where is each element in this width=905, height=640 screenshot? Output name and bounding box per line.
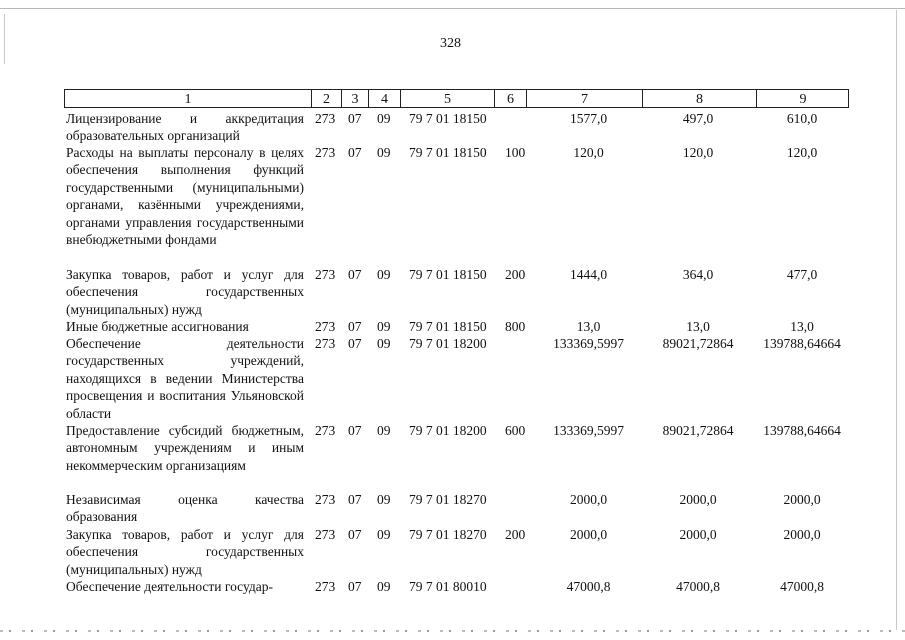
row-col-9: 2000,0 bbox=[783, 492, 821, 507]
row-col-6: 200 bbox=[505, 267, 526, 282]
row-col-7: 133369,5997 bbox=[553, 423, 624, 438]
header-col-8: 8 bbox=[643, 90, 757, 107]
row-col-9: 120,0 bbox=[786, 145, 818, 160]
row-col-5: 79 7 01 18150 bbox=[409, 111, 487, 126]
row-description: Обеспечение деятельности государственных учреждений, находящихся в ведении Министерства просвещения и воспитания Ульяновской области bbox=[66, 336, 304, 421]
row-col-4: 09 bbox=[377, 336, 391, 351]
row-col-8: 13,0 bbox=[686, 319, 710, 334]
row-col-2: 273 bbox=[315, 267, 336, 282]
header-col-1: 1 bbox=[65, 90, 312, 107]
row-description: Обеспечение деятельности государ- bbox=[66, 579, 274, 594]
row-col-3: 07 bbox=[348, 527, 362, 542]
row-col-7: 2000,0 bbox=[569, 492, 608, 507]
header-col-9: 9 bbox=[799, 92, 807, 107]
row-col-7: 1444,0 bbox=[569, 267, 608, 282]
row-col-5: 79 7 01 18270 bbox=[409, 527, 487, 542]
row-col-5: 79 7 01 18270 bbox=[409, 492, 487, 507]
scan-border-right bbox=[896, 10, 897, 630]
row-col-4: 09 bbox=[377, 319, 391, 334]
row-col-3: 07 bbox=[348, 423, 362, 438]
row-col-9: 2000,0 bbox=[783, 527, 821, 542]
row-description: Предоставление субсидий бюджетным, автономным учреждениям и иным некоммерческим организациям bbox=[66, 423, 304, 473]
row-col-3: 07 bbox=[348, 111, 362, 126]
header-col-5: 5 bbox=[401, 90, 495, 107]
header-col-7: 7 bbox=[527, 90, 643, 107]
row-col-9: 139788,64664 bbox=[763, 423, 841, 438]
row-col-8: 2000,0 bbox=[679, 492, 717, 507]
row-col-8: 2000,0 bbox=[679, 527, 717, 542]
row-col-3: 07 bbox=[348, 267, 362, 282]
row-col-4: 09 bbox=[377, 145, 391, 160]
row-col-2: 273 bbox=[315, 111, 336, 126]
row-description: Расходы на выплаты персоналу в целях обеспечения выполнения функций государственными (муниципальными) органами, казёнными учреждениями, органами управления государственными внебюджетными фондами bbox=[66, 145, 304, 248]
row-col-6: 600 bbox=[505, 423, 526, 438]
row-col-2: 273 bbox=[315, 579, 336, 594]
row-col-8: 364,0 bbox=[682, 267, 714, 282]
row-col-9: 13,0 bbox=[790, 319, 814, 334]
row-col-6: 200 bbox=[505, 527, 526, 542]
row-col-9: 610,0 bbox=[786, 111, 818, 126]
row-col-6: 100 bbox=[505, 145, 526, 160]
row-col-4: 09 bbox=[377, 267, 391, 282]
scan-border-left bbox=[4, 14, 5, 64]
row-col-4: 09 bbox=[377, 111, 391, 126]
row-col-9: 47000,8 bbox=[780, 579, 824, 594]
scan-border-top bbox=[0, 8, 905, 9]
header-col-4: 4 bbox=[369, 90, 401, 107]
row-col-8: 89021,72864 bbox=[662, 423, 734, 438]
row-description: Закупка товаров, работ и услуг для обеспечения государственных (муниципальных) нужд bbox=[66, 527, 304, 577]
row-col-2: 273 bbox=[315, 492, 336, 507]
row-col-8: 47000,8 bbox=[676, 579, 720, 594]
row-description: Закупка товаров, работ и услуг для обеспечения государственных (муниципальных) нужд bbox=[66, 267, 304, 317]
row-col-3: 07 bbox=[348, 492, 362, 507]
row-col-7: 13,0 bbox=[576, 319, 601, 334]
row-col-3: 07 bbox=[348, 319, 362, 334]
row-col-9: 139788,64664 bbox=[763, 336, 841, 351]
row-col-5: 79 7 01 18150 bbox=[409, 267, 487, 282]
row-col-4: 09 bbox=[377, 492, 391, 507]
row-col-5: 79 7 01 18200 bbox=[409, 423, 487, 438]
row-col-5: 79 7 01 18200 bbox=[409, 336, 487, 351]
row-description: Независимая оценка качества образования bbox=[66, 492, 304, 525]
row-col-3: 07 bbox=[348, 579, 362, 594]
row-col-7: 2000,0 bbox=[569, 527, 608, 542]
header-col-6: 6 bbox=[495, 90, 527, 107]
row-col-3: 07 bbox=[348, 336, 362, 351]
row-col-2: 273 bbox=[315, 423, 336, 438]
header-col-3: 3 bbox=[342, 90, 369, 107]
row-col-8: 89021,72864 bbox=[662, 336, 734, 351]
row-col-8: 497,0 bbox=[682, 111, 714, 126]
row-col-6: 800 bbox=[505, 319, 526, 334]
row-col-2: 273 bbox=[315, 336, 336, 351]
row-col-5: 79 7 01 80010 bbox=[409, 579, 487, 594]
row-col-2: 273 bbox=[315, 527, 336, 542]
header-col-2: 2 bbox=[312, 90, 342, 107]
row-description: Лицензирование и аккредитация образовательных организаций bbox=[66, 111, 304, 144]
row-col-4: 09 bbox=[377, 423, 391, 438]
row-col-9: 477,0 bbox=[786, 267, 818, 282]
row-col-5: 79 7 01 18150 bbox=[409, 319, 487, 334]
scan-noise-bottom bbox=[0, 630, 905, 632]
row-col-4: 09 bbox=[377, 527, 391, 542]
row-col-7: 120,0 bbox=[573, 145, 604, 160]
page-number: 328 bbox=[440, 36, 461, 51]
row-col-8: 120,0 bbox=[682, 145, 714, 160]
row-col-7: 133369,5997 bbox=[553, 336, 624, 351]
row-col-2: 273 bbox=[315, 319, 336, 334]
row-col-7: 47000,8 bbox=[566, 579, 611, 594]
row-col-5: 79 7 01 18150 bbox=[409, 145, 487, 160]
row-col-7: 1577,0 bbox=[569, 111, 608, 126]
table-header bbox=[64, 89, 849, 108]
row-description: Иные бюджетные ассигнования bbox=[66, 319, 249, 334]
row-col-2: 273 bbox=[315, 145, 336, 160]
row-col-3: 07 bbox=[348, 145, 362, 160]
row-col-4: 09 bbox=[377, 579, 391, 594]
